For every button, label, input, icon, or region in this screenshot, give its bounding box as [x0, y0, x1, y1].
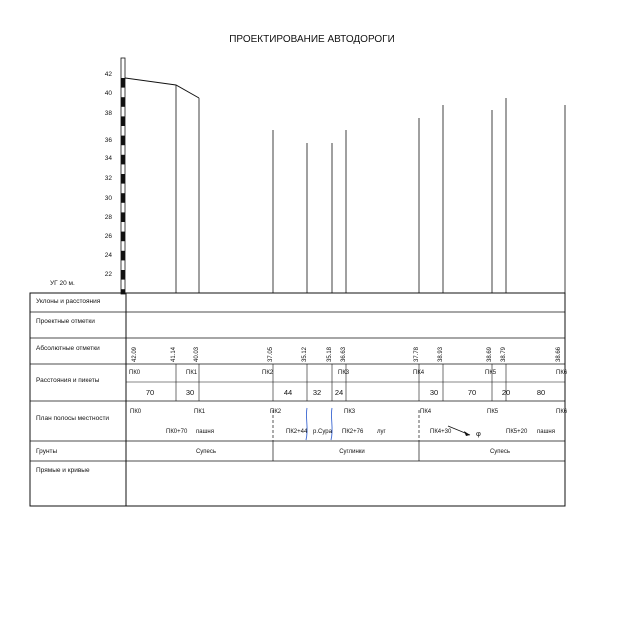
distance-label: 44 [283, 388, 293, 397]
plan-note-meadow: луг [377, 429, 386, 435]
picket-labels [129, 370, 568, 376]
elevation-tick-label: 28 [104, 214, 112, 221]
plan-picket-label: ПК5 [487, 409, 499, 415]
picket-label: ПК2 [262, 370, 274, 376]
plan-note-plow1: пашня [196, 429, 214, 435]
row-label-slopes: Уклоны и расстояния [36, 298, 101, 305]
distance-label: 32 [312, 388, 322, 397]
plan-picket-label: ПК0 [130, 409, 142, 415]
absolute-mark: 38.66 [556, 346, 562, 362]
scale-segment [121, 193, 125, 203]
absolute-mark: 38.69 [487, 346, 493, 362]
elevation-tick-label: 32 [104, 175, 112, 182]
river-right-bank [331, 408, 332, 440]
plan-note-river: р.Сура [313, 429, 332, 435]
ordinate-lines [176, 85, 565, 293]
soil-1: Супесь [195, 449, 217, 455]
plan-note-pk2: ПК2+44 [286, 429, 308, 435]
absolute-mark: 38.79 [501, 346, 507, 362]
plan-picket-labels [130, 409, 568, 415]
elevation-tick-labels [105, 71, 113, 278]
plan-note-plow2: пашня [537, 429, 555, 435]
absolute-mark: 37.05 [268, 346, 274, 362]
elevation-tick-label: 40 [104, 90, 112, 97]
elevation-tick-label: 42 [104, 71, 112, 78]
elevation-tick-label: 34 [104, 155, 112, 162]
elevation-tick-label: 38 [104, 110, 112, 117]
ground-profile-line [125, 78, 199, 98]
scale-segment [121, 155, 125, 165]
elevation-tick-label: 24 [104, 252, 112, 259]
distance-label: 20 [501, 388, 511, 397]
scale-segment [121, 116, 125, 126]
plan-picket-label: ПК1 [194, 409, 206, 415]
datum-label: УГ 20 м. [50, 280, 75, 287]
plan-picket-label: ПК6 [556, 409, 568, 415]
row-label-soils: Грунты [36, 448, 58, 455]
absolute-mark: 42.09 [132, 346, 138, 362]
distance-label: 30 [429, 388, 439, 397]
scale-segment [121, 212, 125, 222]
elevation-tick-label: 22 [104, 271, 112, 278]
scale-segment [121, 78, 125, 88]
absolute-mark: 35.18 [327, 346, 333, 362]
plan-note-pk4: ПК4+30 [430, 429, 452, 435]
soil-3: Супесь [489, 449, 511, 455]
absolute-mark: 41.14 [171, 346, 177, 362]
elevation-scale [121, 58, 125, 294]
plan-note-pk2b: ПК2+76 [342, 429, 364, 435]
row-label-design-marks: Проектные отметки [36, 318, 95, 325]
absolute-mark: 36.63 [341, 346, 347, 362]
scale-segment [121, 251, 125, 261]
plan-note-pk5: ПК5+20 [506, 429, 528, 435]
distance-labels [146, 388, 545, 397]
picket-label: ПК3 [338, 370, 350, 376]
elevation-tick-label: 30 [104, 195, 112, 202]
scale-segment [121, 136, 125, 146]
absolute-mark: 38.93 [438, 346, 444, 362]
distance-label: 70 [145, 388, 155, 397]
picket-label: ПК1 [186, 370, 198, 376]
picket-label: ПК0 [129, 370, 141, 376]
absolute-mark: 40.03 [194, 346, 200, 362]
row-label-absolute-marks: Абсолютные отметки [36, 345, 100, 352]
elevation-tick-label: 26 [104, 233, 112, 240]
drawing-title: ПРОЕКТИРОВАНИЕ АВТОДОРОГИ [229, 34, 395, 45]
row-label-distances: Расстояния и пикеты [36, 377, 100, 384]
profile-table-grid [30, 293, 565, 506]
plan-note-pk0: ПК0+70 [166, 429, 188, 435]
soil-2: Суглинки [339, 449, 365, 455]
distance-label: 80 [536, 388, 546, 397]
picket-label: ПК4 [413, 370, 425, 376]
picket-label: ПК5 [485, 370, 497, 376]
absolute-mark: 37.78 [414, 346, 420, 362]
river-left-bank [306, 408, 307, 440]
plan-picket-label: ПК4 [420, 409, 432, 415]
distance-label: 24 [334, 388, 344, 397]
scale-segment [121, 270, 125, 280]
scale-segment [121, 174, 125, 184]
distance-label: 30 [185, 388, 195, 397]
plan-picket-label: ПК2 [270, 409, 282, 415]
row-label-terrain-plan: План полосы местности [36, 415, 110, 422]
absolute-marks-row [132, 346, 562, 362]
distance-label: 70 [467, 388, 477, 397]
absolute-mark: 35.12 [302, 346, 308, 362]
plan-note-phi: φ [476, 429, 481, 438]
elevation-tick-label: 36 [104, 137, 112, 144]
plan-picket-label: ПК3 [344, 409, 356, 415]
picket-label: ПК6 [556, 370, 568, 376]
route-angle-arrowhead [464, 431, 470, 436]
row-label-lines-curves: Прямые и кривые [36, 467, 90, 474]
scale-segment [121, 232, 125, 242]
scale-segment [121, 97, 125, 107]
